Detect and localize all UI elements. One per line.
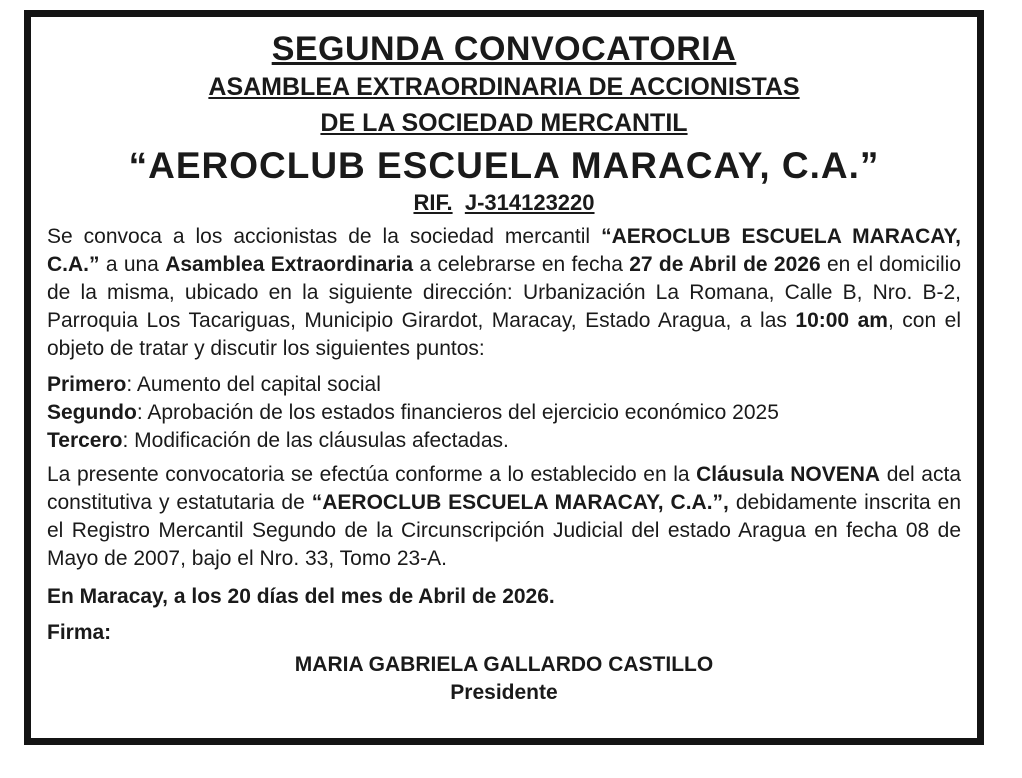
para1-time: 10:00 am	[795, 309, 888, 332]
rif-label: RIF.	[413, 190, 453, 215]
para1-text-4: en el domicilio de la misma, ubicado en la siguiente dirección: Urbanización La Romana, Calle B, Nro. B-2, Parroquia Los Tacariguas, Municipio Girardot, Maracay, Estado Aragua, a las	[47, 253, 962, 332]
signature-label: Firma:	[47, 621, 112, 644]
para1-company: “AEROCLUB ESCUELA MARACAY, C.A.”	[47, 225, 962, 276]
agenda-item-text: : Modificación de las cláusulas afectadas.	[122, 429, 509, 452]
agenda-item-label: Tercero	[47, 429, 123, 452]
para2-text-2: del acta constitutiva y estatutaria de	[47, 463, 961, 514]
para2-clause: Cláusula NOVENA	[696, 463, 881, 486]
para1-assembly-type: Asamblea Extraordinaria	[165, 253, 414, 276]
notice-subtitle-line1: ASAMBLEA EXTRAORDINARIA DE ACCIONISTAS	[208, 73, 800, 101]
para2-company: “AEROCLUB ESCUELA MARACAY, C.A.”,	[311, 491, 729, 514]
agenda-item	[47, 399, 961, 427]
agenda-item-label: Segundo	[47, 401, 137, 424]
notice-frame	[24, 10, 984, 745]
rif-line	[47, 189, 961, 217]
company-name: “AEROCLUB ESCUELA MARACAY, C.A.”	[128, 145, 880, 186]
agenda-item-text: : Aumento del capital social	[126, 373, 381, 396]
legal-basis-paragraph	[47, 461, 961, 573]
convocation-paragraph	[47, 223, 961, 363]
agenda-item	[47, 371, 961, 399]
para1-date: 27 de Abril de 2026	[629, 253, 821, 276]
para2-text-1: La presente convocatoria se efectúa conforme a lo establecido en la	[47, 463, 697, 486]
notice-body	[31, 17, 977, 738]
agenda-item	[47, 427, 961, 455]
agenda-item-label: Primero	[47, 373, 127, 396]
para1-text-3: a celebrarse en fecha	[413, 253, 630, 276]
notice-subtitle-line2: DE LA SOCIEDAD MERCANTIL	[320, 109, 688, 137]
agenda-list	[47, 371, 961, 455]
para1-text-1: Se convoca a los accionistas de la sociedad mercantil	[47, 225, 602, 248]
agenda-item-text: : Aprobación de los estados financieros del ejercicio económico 2025	[136, 401, 779, 424]
para1-text-5: , con el objeto de tratar y discutir los siguientes puntos:	[47, 309, 961, 360]
signatory-name: MARIA GABRIELA GALLARDO CASTILLO	[294, 653, 714, 676]
closing-line: En Maracay, a los 20 días del mes de Abril de 2026.	[47, 585, 555, 608]
signatory-role: Presidente	[450, 681, 558, 704]
para1-text-2: a una	[99, 253, 166, 276]
rif-value: J-314123220	[464, 190, 595, 215]
para2-text-3: debidamente inscrita en el Registro Mercantil Segundo de la Circunscripción Judicial del estado Aragua en fecha 08 de Mayo de 2007, bajo el Nro. 33, Tomo 23-A.	[47, 491, 961, 570]
notice-title: SEGUNDA CONVOCATORIA	[271, 30, 737, 68]
